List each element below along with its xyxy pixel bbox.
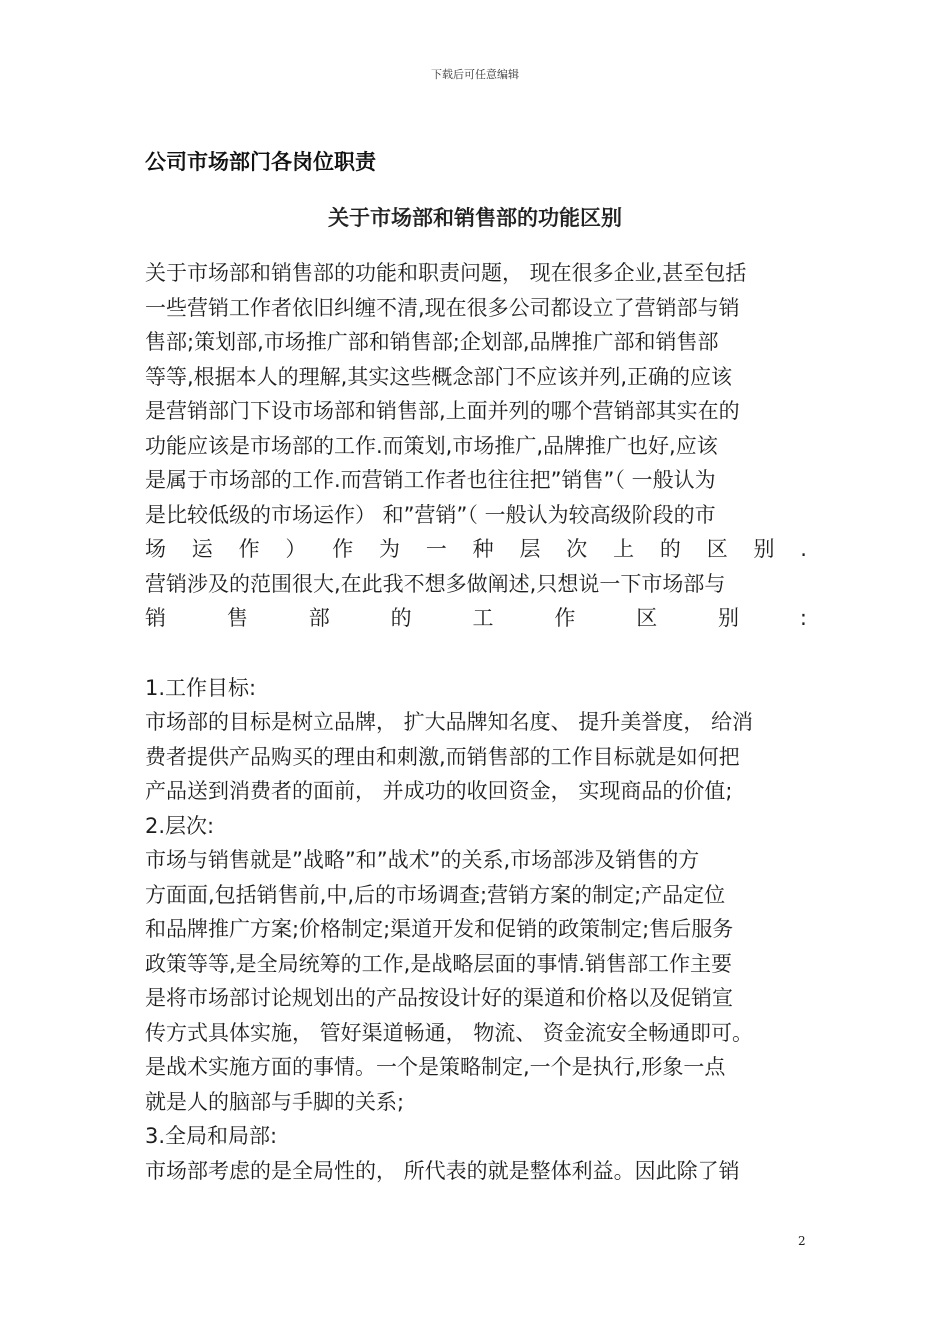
body-line: 场 运 作 ） 作 为 一 种 层 次 上 的 区 别 . (145, 537, 807, 561)
body-line: 1.工作目标: (145, 675, 257, 700)
body-line: 销 售 部 的 工 作 区 别 : (145, 606, 807, 630)
body-line (145, 636, 807, 671)
body-line: 一些营销工作者依旧纠缠不清,现在很多公司都设立了营销部与销 (145, 295, 740, 320)
body-line: 2.层次: (145, 813, 215, 838)
body-line: 政策等等,是全局统筹的工作,是战略层面的事情.销售部工作主要 (145, 951, 733, 976)
body-line: 3.全局和局部: (145, 1124, 278, 1148)
header-note: 下载后可任意编辑 (431, 68, 519, 81)
body-line: 市场与销售就是”战略”和”战术”的关系,市场部涉及销售的方 (145, 848, 700, 872)
body-line: 产品送到消费者的面前， 并成功的收回资金， 实现商品的价值; (145, 779, 733, 803)
body-line: 是将市场部讨论规划出的产品按设计好的渠道和价格以及促销宣 (145, 986, 733, 1010)
body-line: 费者提供产品购买的理由和刺激,而销售部的工作目标就是如何把 (145, 744, 740, 769)
document-title: 公司市场部门各岗位职责 (145, 150, 376, 174)
body-line: 是比较低级的市场运作） 和”营销”（ 一般认为较高级阶段的市 (145, 502, 716, 527)
body-line: 是属于市场部的工作.而营销工作者也往往把”销售”（ 一般认为 (145, 468, 716, 492)
document-body (145, 256, 807, 1188)
body-line: 就是人的脑部与手脚的关系; (145, 1089, 405, 1114)
page-number: 2 (798, 1234, 806, 1248)
body-line: 关于市场部和销售部的功能和职责问题， 现在很多企业,甚至包括 (145, 261, 747, 285)
body-line: 是战术实施方面的事情。一个是策略制定,一个是执行,形象一点 (145, 1055, 726, 1079)
body-line: 方面面,包括销售前,中,后的市场调查;营销方案的制定;产品定位 (145, 882, 726, 907)
document-subtitle: 关于市场部和销售部的功能区别 (328, 206, 622, 230)
body-line: 是营销部门下设市场部和销售部,上面并列的哪个营销部其实在的 (145, 399, 740, 423)
body-line: 营销涉及的范围很大,在此我不想多做阐述,只想说一下市场部与 (145, 571, 726, 596)
body-line: 功能应该是市场部的工作.而策划,市场推广,品牌推广也好,应该 (145, 433, 718, 458)
body-line: 售部;策划部,市场推广部和销售部;企划部,品牌推广部和销售部 (145, 330, 719, 354)
body-line: 市场部考虑的是全局性的， 所代表的就是整体利益。因此除了销 (145, 1158, 740, 1183)
body-line: 和品牌推广方案;价格制定;渠道开发和促销的政策制定;售后服务 (145, 917, 734, 941)
body-line: 传方式具体实施， 管好渠道畅通， 物流、 资金流安全畅通即可。 (145, 1020, 754, 1045)
body-line: 等等,根据本人的理解,其实这些概念部门不应该并列,正确的应该 (145, 364, 733, 389)
body-line: 市场部的目标是树立品牌， 扩大品牌知名度、 提升美誉度， 给消 (145, 710, 754, 734)
